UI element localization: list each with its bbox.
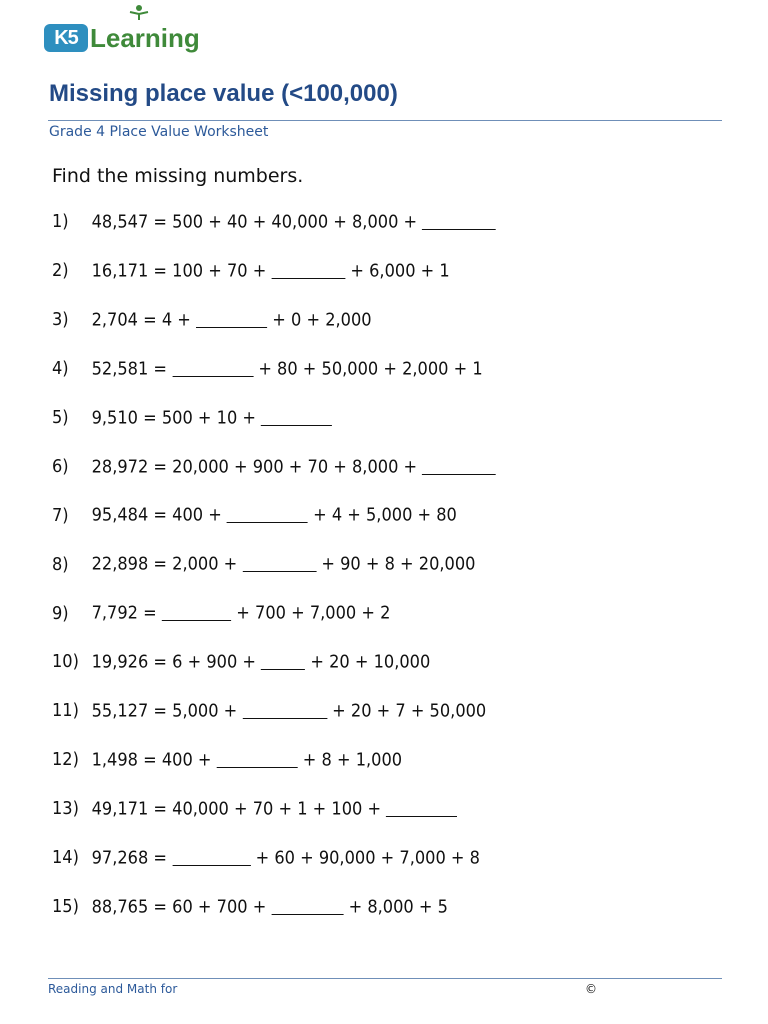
problem-expression-end: + 0 + 2,000	[267, 309, 372, 331]
problem-expression-start: 55,127 = 5,000 +	[91, 700, 243, 722]
problem-expression-end: + 4 + 5,000 + 80	[307, 504, 457, 526]
answer-blank[interactable]	[261, 407, 332, 426]
problem-row	[52, 651, 430, 672]
problem-number: 3)	[52, 309, 69, 331]
problem-number: 8)	[52, 553, 69, 575]
problem-expression-start: 7,792 =	[91, 602, 162, 624]
problem-number: 2)	[52, 260, 69, 282]
logo-wordmark: Learning	[90, 22, 200, 53]
footer-divider	[48, 978, 722, 979]
answer-blank[interactable]	[172, 847, 250, 866]
answer-blank[interactable]	[271, 260, 345, 279]
answer-blank[interactable]	[261, 651, 305, 670]
problem-expression-start: 48,547 = 500 + 40 + 40,000 + 8,000 +	[91, 211, 423, 233]
problem-expression-end: + 60 + 90,000 + 7,000 + 8	[250, 847, 480, 868]
problem-number: 12)	[52, 749, 79, 771]
problem-expression-start: 95,484 = 400 +	[91, 504, 227, 526]
answer-blank[interactable]	[386, 798, 457, 817]
problem-number: 13)	[52, 798, 79, 820]
k5-learning-logo	[44, 18, 200, 58]
worksheet-subtitle: Grade 4 Place Value Worksheet	[49, 124, 269, 140]
problem-row	[52, 553, 475, 574]
problem-expression-end: + 8,000 + 5	[343, 895, 448, 917]
problem-number: 11)	[52, 700, 79, 722]
problem-row	[52, 260, 450, 281]
problem-expression-start: 2,704 = 4 +	[91, 309, 197, 331]
problem-expression-start: 1,498 = 400 +	[91, 749, 217, 771]
answer-blank[interactable]	[172, 358, 253, 377]
problem-row	[52, 309, 372, 330]
problem-expression-end: + 20 + 7 + 50,000	[327, 700, 487, 722]
problem-row	[52, 847, 480, 868]
answer-blank[interactable]	[196, 309, 267, 328]
logo-badge: K5	[44, 24, 88, 52]
answer-blank[interactable]	[242, 700, 327, 719]
worksheet-title: Missing place value (<100,000)	[49, 80, 398, 107]
problem-number: 10)	[52, 651, 79, 673]
answer-blank[interactable]	[242, 553, 316, 572]
header-divider	[48, 120, 722, 121]
problem-row	[52, 749, 402, 770]
problem-number: 4)	[52, 358, 69, 379]
problem-row	[52, 358, 483, 379]
problem-expression-start: 97,268 =	[91, 847, 173, 868]
problem-row	[52, 700, 486, 721]
problem-row	[52, 798, 457, 819]
logo-figure-icon	[128, 4, 150, 20]
problem-row	[52, 407, 332, 428]
problem-expression-end: + 6,000 + 1	[345, 260, 450, 282]
problem-number: 14)	[52, 847, 79, 868]
answer-blank[interactable]	[217, 749, 298, 768]
problem-expression-start: 88,765 = 60 + 700 +	[91, 895, 272, 917]
problem-expression-end: + 8 + 1,000	[297, 749, 403, 771]
problem-expression-start: 16,171 = 100 + 70 +	[91, 260, 272, 282]
footer-text: Reading and Math for	[48, 982, 178, 996]
problem-row	[52, 504, 457, 525]
problem-number: 5)	[52, 406, 69, 428]
instructions: Find the missing numbers.	[52, 165, 304, 187]
problem-expression-end: + 20 + 10,000	[305, 651, 431, 673]
problem-expression-end: + 80 + 50,000 + 2,000 + 1	[253, 358, 483, 379]
problem-expression-start: 52,581 =	[91, 358, 173, 379]
problem-number: 6)	[52, 455, 69, 477]
problem-expression-start: 19,926 = 6 + 900 +	[91, 651, 262, 673]
problem-row	[52, 896, 448, 917]
footer-copyright: ©	[585, 982, 597, 996]
answer-blank[interactable]	[162, 602, 231, 621]
problem-expression-start: 49,171 = 40,000 + 70 + 1 + 100 +	[91, 798, 387, 820]
problem-number: 9)	[52, 602, 69, 624]
problem-expression-start: 28,972 = 20,000 + 900 + 70 + 8,000 +	[91, 455, 423, 477]
problem-row	[52, 211, 496, 232]
problem-number: 15)	[52, 895, 79, 917]
problem-row	[52, 456, 496, 477]
problem-number: 1)	[52, 211, 69, 233]
problem-expression-end: + 90 + 8 + 20,000	[316, 553, 476, 575]
answer-blank[interactable]	[422, 456, 496, 475]
problem-expression-start: 9,510 = 500 + 10 +	[91, 406, 262, 428]
problem-number: 7)	[52, 504, 69, 526]
problem-expression-start: 22,898 = 2,000 +	[91, 553, 243, 575]
answer-blank[interactable]	[422, 211, 496, 230]
problem-expression-end: + 700 + 7,000 + 2	[231, 602, 391, 624]
answer-blank[interactable]	[227, 504, 308, 523]
problem-row	[52, 602, 390, 623]
answer-blank[interactable]	[271, 896, 343, 915]
